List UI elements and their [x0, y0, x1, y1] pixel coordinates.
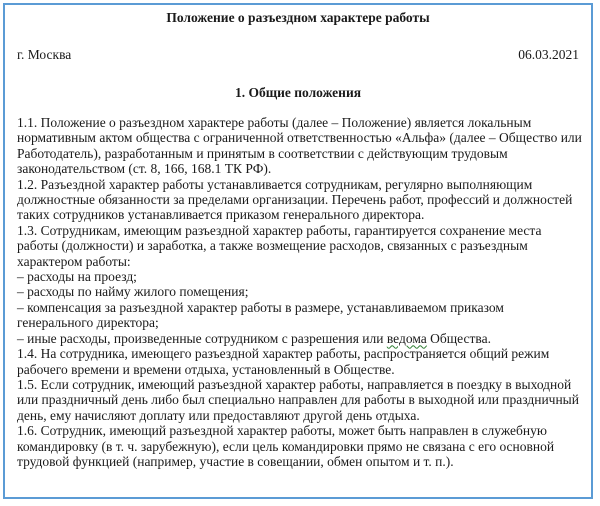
section-title: 1. Общие положения: [234, 85, 362, 100]
document-city: г. Москва: [17, 47, 72, 62]
paragraph-1-1: 1.1. Положение о разъездном характере работы (далее – Положение) является локальным нормативным актом общества с ограниченной ответственностью «Альфа» (далее – Общество или Работодатель), разработанным и принятым в соответствии с действующим трудовым законодательством (ст. 8, 166, 168.1 ТК РФ).: [17, 115, 582, 177]
paragraph-1-6: 1.6. Сотрудник, имеющий разъездной характер работы, может быть направлен в служебную командировку (в т. ч. зарубежную), если цель командировки прямо не связана с его основной трудовой функцией (например, участие в совещании, обмен опытом и т. п.).: [17, 423, 555, 469]
document-body: [17, 115, 583, 469]
other-expenses-before: – иные расходы, произведенные сотрудником с разрешения или: [17, 330, 387, 346]
paragraph-1-2: 1.2. Разъездной характер работы устанавливается сотрудникам, регулярно выполняющим должностные обязанности за пределами организации. Перечень работ, профессий и должностей таких сотрудников устанавливается приказом генерального директора.: [17, 176, 573, 223]
other-expenses-after: Общества.: [426, 330, 491, 346]
paragraph-1-3: 1.3. Сотрудникам, имеющим разъездной характер работы, гарантируется сохранение места работы (должности) и заработка, а также возмещение расходов, связанных с разъездным характером работы:: [17, 222, 542, 269]
list-item-travel: – расходы на проезд;: [17, 269, 137, 285]
document-title: Положение о разъездном характере работы: [166, 10, 430, 25]
list-item-housing: – расходы по найму жилого помещения;: [17, 284, 249, 300]
list-item-other-expenses: [17, 331, 583, 346]
paragraph-1-5: 1.5. Если сотрудник, имеющий разъездной характер работы, направляется в поездку в выходной или праздничный день либо был специально направлен для работы в выходной или праздничный день, ему начисляют доплату или предоставляют другой день отдыха.: [17, 376, 579, 423]
document-page: [3, 3, 593, 499]
document-date: 06.03.2021: [518, 47, 579, 62]
spellcheck-flagged-word: ведома: [386, 330, 427, 346]
list-item-compensation: – компенсация за разъездной характер работы в размере, устанавливаемом приказом генерального директора;: [17, 299, 504, 331]
paragraph-1-4: 1.4. На сотрудника, имеющего разъездной характер работы, распространяется общий режим рабочего времени и времени отдыха, установленный в Обществе.: [17, 346, 550, 377]
